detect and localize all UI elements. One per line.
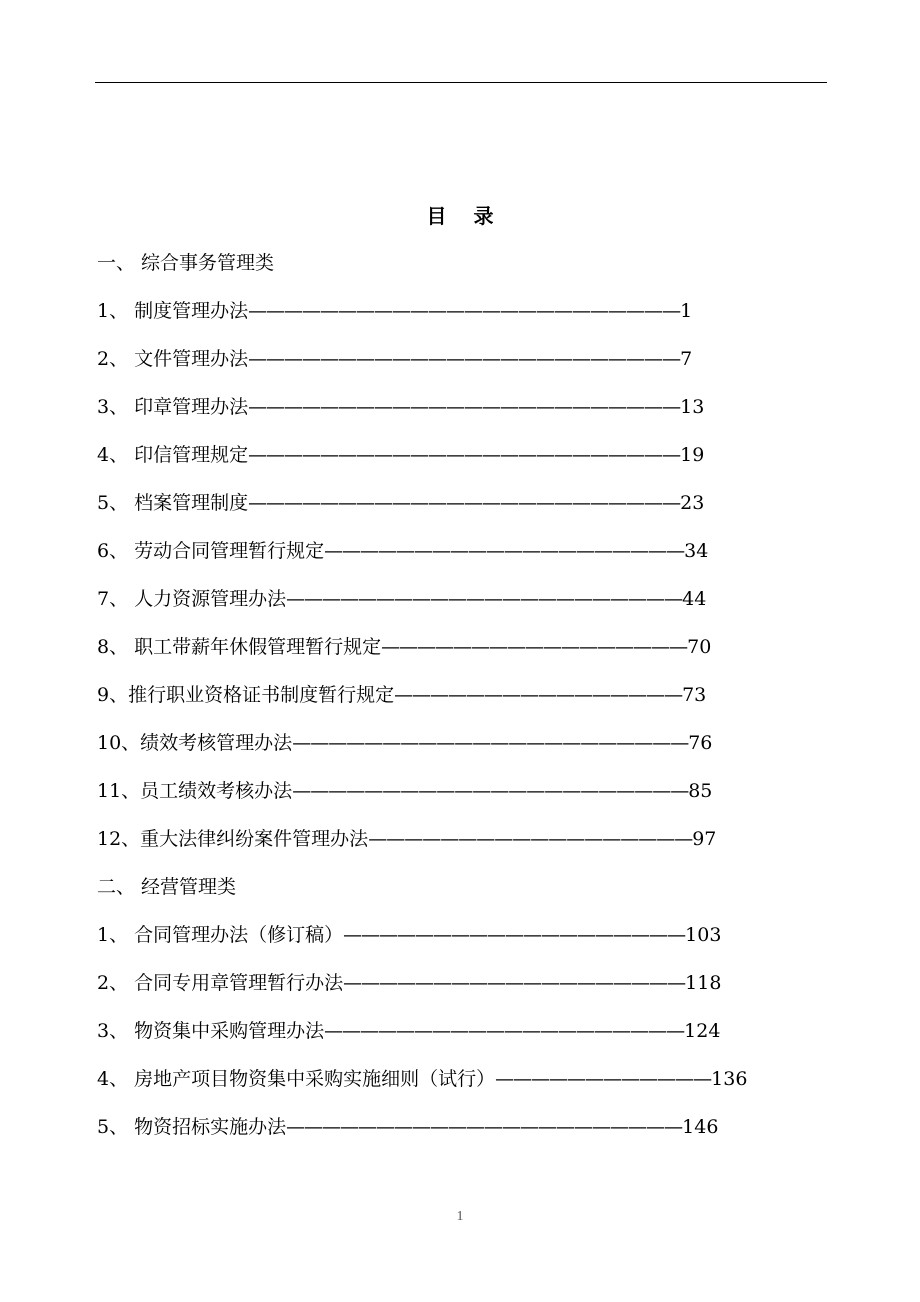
toc-entry bbox=[97, 586, 706, 612]
toc-entry-title: 1、 制度管理办法 bbox=[97, 300, 249, 322]
toc-entry-page: 7 bbox=[680, 348, 693, 370]
toc-entry bbox=[97, 394, 704, 420]
toc-leader-dashes: —————————————————————— bbox=[292, 780, 689, 802]
toc-entry-page: 23 bbox=[680, 492, 705, 514]
page-number: 1 bbox=[456, 1209, 464, 1224]
toc-entry-title: 5、 物资招标实施办法 bbox=[97, 1116, 287, 1138]
toc-entry-page: 13 bbox=[680, 396, 705, 418]
toc-leader-dashes: ———————————————————————— bbox=[248, 348, 681, 370]
toc-leader-dashes: ———————————————— bbox=[394, 684, 683, 706]
toc-entry-page: 97 bbox=[692, 828, 717, 850]
toc-entry bbox=[97, 1018, 720, 1044]
toc-section-heading: 二、 经营管理类 bbox=[97, 876, 237, 898]
toc-entry-title: 1、 合同管理办法（修订稿） bbox=[97, 924, 344, 946]
toc-entry-title: 4、 房地产项目物资集中采购实施细则（试行） bbox=[97, 1068, 496, 1090]
toc-leader-dashes: ——————————————————— bbox=[343, 972, 686, 994]
toc-entry-title: 12、重大法律纠纷案件管理办法 bbox=[97, 828, 369, 850]
toc-leader-dashes: ———————————————————————— bbox=[248, 396, 681, 418]
toc-entry-page: 44 bbox=[682, 588, 707, 610]
toc-entry-title: 2、 文件管理办法 bbox=[97, 348, 249, 370]
toc-entry bbox=[97, 922, 721, 948]
toc-entry-page: 85 bbox=[688, 780, 713, 802]
toc-leader-dashes: —————————————————————— bbox=[286, 588, 683, 610]
toc-entry bbox=[97, 634, 711, 660]
toc-entry-title: 2、 合同专用章管理暂行办法 bbox=[97, 972, 344, 994]
toc-leader-dashes: —————————————————————— bbox=[292, 732, 689, 754]
toc-entry-page: 146 bbox=[682, 1116, 719, 1138]
toc-entry bbox=[97, 970, 721, 996]
header-rule bbox=[95, 82, 827, 83]
toc-entry-title: 10、绩效考核管理办法 bbox=[97, 732, 293, 754]
toc-entry-page: 76 bbox=[688, 732, 713, 754]
toc-entry-title: 11、员工绩效考核办法 bbox=[97, 780, 293, 802]
toc-leader-dashes: —————————————————————— bbox=[286, 1116, 683, 1138]
toc-entry bbox=[97, 826, 716, 852]
toc-entry bbox=[97, 1114, 718, 1140]
toc-entry bbox=[97, 538, 708, 564]
toc-section-heading: 一、 综合事务管理类 bbox=[97, 252, 275, 274]
toc-entry bbox=[97, 490, 704, 516]
toc-entry-title: 5、 档案管理制度 bbox=[97, 492, 249, 514]
toc-entry-title: 3、 物资集中采购管理办法 bbox=[97, 1020, 325, 1042]
toc-entry-title: 8、 职工带薪年休假管理暂行规定 bbox=[97, 636, 382, 658]
toc-entry bbox=[97, 1066, 747, 1092]
toc-entry-page: 70 bbox=[687, 636, 712, 658]
toc-leader-dashes: ———————————————————————— bbox=[248, 444, 681, 466]
toc-entry-page: 1 bbox=[680, 300, 693, 322]
toc-entry-page: 136 bbox=[711, 1068, 748, 1090]
toc-leader-dashes: ——————————————————— bbox=[343, 924, 686, 946]
toc-entry bbox=[97, 442, 704, 468]
toc-entry bbox=[97, 682, 706, 708]
toc-entry-page: 103 bbox=[685, 924, 722, 946]
toc-entry bbox=[97, 778, 712, 804]
toc-title: 目 录 bbox=[426, 204, 504, 228]
toc-leader-dashes: ————————————————— bbox=[381, 636, 688, 658]
toc-leader-dashes: ———————————————————— bbox=[324, 540, 685, 562]
toc-entry-title: 9、推行职业资格证书制度暂行规定 bbox=[97, 684, 395, 706]
toc-entry bbox=[97, 298, 692, 324]
toc-leader-dashes: —————————————————— bbox=[368, 828, 693, 850]
toc-leader-dashes: ———————————————————————— bbox=[248, 492, 681, 514]
toc-entry-page: 118 bbox=[685, 972, 722, 994]
toc-entry-title: 3、 印章管理办法 bbox=[97, 396, 249, 418]
toc-leader-dashes: ———————————————————————— bbox=[248, 300, 681, 322]
toc-entry-title: 4、 印信管理规定 bbox=[97, 444, 249, 466]
toc-entry-title: 6、 劳动合同管理暂行规定 bbox=[97, 540, 325, 562]
toc-entry-page: 34 bbox=[684, 540, 709, 562]
toc-entry bbox=[97, 730, 712, 756]
toc-leader-dashes: ———————————— bbox=[495, 1068, 712, 1090]
toc-entry-page: 19 bbox=[680, 444, 705, 466]
toc-entry-title: 7、 人力资源管理办法 bbox=[97, 588, 287, 610]
toc-leader-dashes: ———————————————————— bbox=[324, 1020, 685, 1042]
toc-entry-page: 124 bbox=[684, 1020, 721, 1042]
toc-entry bbox=[97, 346, 692, 372]
toc-entry-page: 73 bbox=[682, 684, 707, 706]
